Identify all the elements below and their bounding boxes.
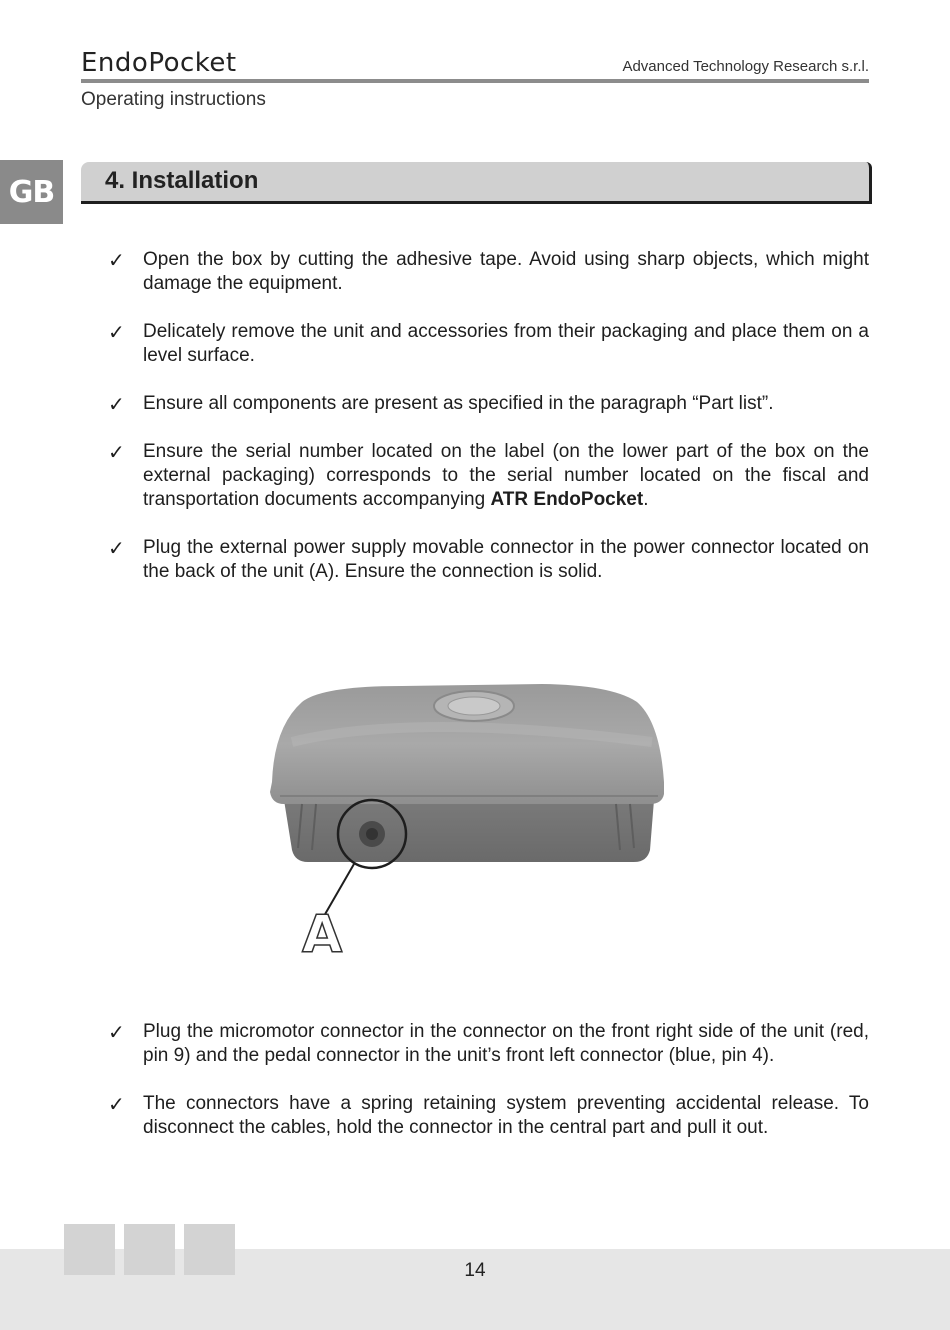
step-text-part: Ensure the serial number located on the label (on the lower part of the box on the external packaging) corresponds to the serial number located on the fiscal and transportation documents accompanying bbox=[143, 441, 869, 510]
installation-steps-list bbox=[106, 248, 869, 608]
list-item bbox=[106, 440, 869, 512]
device-rear-illustration bbox=[262, 672, 682, 972]
check-icon: ✓ bbox=[108, 392, 125, 416]
check-icon: ✓ bbox=[108, 1092, 125, 1116]
list-item bbox=[106, 1020, 869, 1068]
step-text-part: . bbox=[643, 489, 649, 510]
list-item bbox=[106, 1092, 869, 1140]
check-icon: ✓ bbox=[108, 248, 125, 272]
step-text: Open the box by cutting the adhesive tape. Avoid using sharp objects, which might damage the equipment. bbox=[143, 249, 869, 294]
list-item bbox=[106, 392, 869, 416]
language-tab: GB bbox=[0, 160, 63, 224]
section-title: 4. Installation bbox=[105, 167, 259, 194]
header-divider bbox=[81, 79, 869, 83]
document-subtitle: Operating instructions bbox=[81, 89, 266, 110]
step-text: Plug the micromotor connector in the connector on the front right side of the unit (red, pin 9) and the pedal connector in the unit’s front left connector (blue, pin 4). bbox=[143, 1021, 869, 1066]
list-item bbox=[106, 536, 869, 584]
step-text: Plug the external power supply movable connector in the power connector located on the back of the unit (A). Ensure the connection is solid. bbox=[143, 537, 869, 582]
callout-label: A bbox=[302, 905, 343, 965]
section-header bbox=[81, 162, 872, 204]
check-icon: ✓ bbox=[108, 320, 125, 344]
check-icon: ✓ bbox=[108, 536, 125, 560]
list-item bbox=[106, 320, 869, 368]
check-icon: ✓ bbox=[108, 1020, 125, 1044]
device-base bbox=[284, 800, 654, 862]
product-name: ATR EndoPocket bbox=[490, 489, 644, 510]
check-icon: ✓ bbox=[108, 440, 125, 464]
list-item bbox=[106, 248, 869, 296]
step-text: The connectors have a spring retaining system preventing accidental release. To disconnect the cables, hold the connector in the central part and pull it out. bbox=[143, 1093, 869, 1138]
company-name: Advanced Technology Research s.r.l. bbox=[622, 58, 869, 75]
brand-logo: EndoPocket bbox=[81, 48, 237, 78]
page-number: 14 bbox=[464, 1260, 486, 1281]
step-text: Ensure all components are present as specified in the paragraph “Part list”. bbox=[143, 393, 774, 414]
connection-steps-list bbox=[106, 1020, 869, 1164]
step-text: Delicately remove the unit and accessories from their packaging and place them on a level surface. bbox=[143, 321, 869, 366]
step-text bbox=[143, 441, 869, 510]
